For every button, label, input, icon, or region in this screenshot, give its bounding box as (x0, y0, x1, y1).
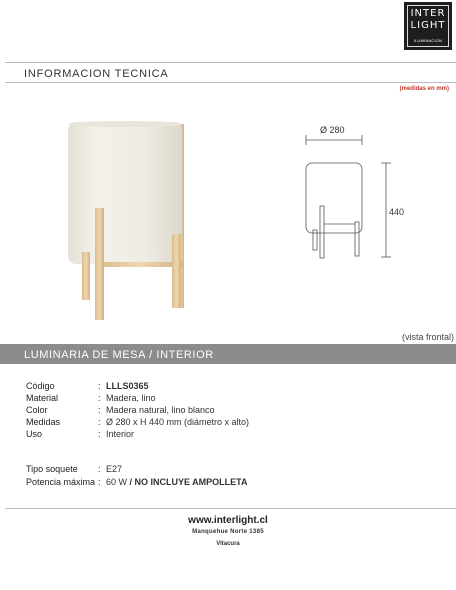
spec-separator: : (98, 405, 101, 415)
spec-key: Código (26, 381, 55, 391)
front-leg-left (95, 208, 104, 320)
spec-separator: : (98, 429, 101, 439)
category-title: LUMINARIA DE MESA / INTERIOR (24, 349, 214, 361)
spec-key: Medidas (26, 417, 61, 427)
linen-shade (68, 122, 182, 264)
height-dimension-label: 440 (389, 207, 405, 217)
spec-value: Madera, lino (106, 393, 156, 403)
spec-key: Uso (26, 429, 43, 439)
brand-logo (404, 2, 452, 50)
cross-bar (98, 262, 182, 267)
logo-text-inter: INTER (410, 8, 446, 19)
spec-separator: : (98, 417, 101, 427)
view-label: (vista frontal) (401, 332, 454, 342)
spec-key: Potencia máxima (26, 477, 96, 487)
spec-separator: : (98, 464, 101, 474)
power-note: / NO INCLUYE AMPOLLETA (127, 477, 248, 487)
section-title: INFORMACION TECNICA (24, 68, 169, 80)
technical-drawing (296, 126, 416, 266)
footer-address: Manquehue Norte 1385 (192, 529, 264, 535)
spec-value: Madera natural, lino blanco (106, 405, 215, 415)
units-note: (medidas en mm) (399, 86, 449, 92)
spec-key: Tipo soquete (26, 464, 78, 474)
spec-value: LLLS0365 (106, 381, 149, 391)
spec-value: E27 (106, 464, 123, 474)
top-divider (5, 62, 456, 63)
spec-value: Interior (106, 429, 135, 439)
website-link[interactable]: www.interlight.cl (188, 515, 268, 526)
power-value: 60 W (106, 477, 128, 487)
width-dimension-label: Ø 280 (320, 125, 345, 135)
front-leg-back-left (82, 252, 90, 300)
logo-text-light: LIGHT (410, 20, 446, 31)
spec-value (106, 476, 248, 488)
spec-key: Material (26, 393, 59, 403)
spec-separator: : (98, 393, 101, 403)
product-photo (60, 114, 200, 330)
spec-value: Ø 280 x H 440 mm (diámetro x alto) (106, 417, 250, 427)
front-leg-right (172, 234, 181, 308)
footer-divider (5, 508, 456, 509)
shade-top-rim (68, 121, 182, 127)
spec-separator: : (98, 477, 101, 487)
spec-key: Color (26, 405, 48, 415)
logo-text-iluminacion: ILUMINACION (413, 38, 443, 43)
footer-city: Vitacura (216, 541, 240, 547)
title-divider (5, 82, 456, 83)
spec-separator: : (98, 381, 101, 391)
